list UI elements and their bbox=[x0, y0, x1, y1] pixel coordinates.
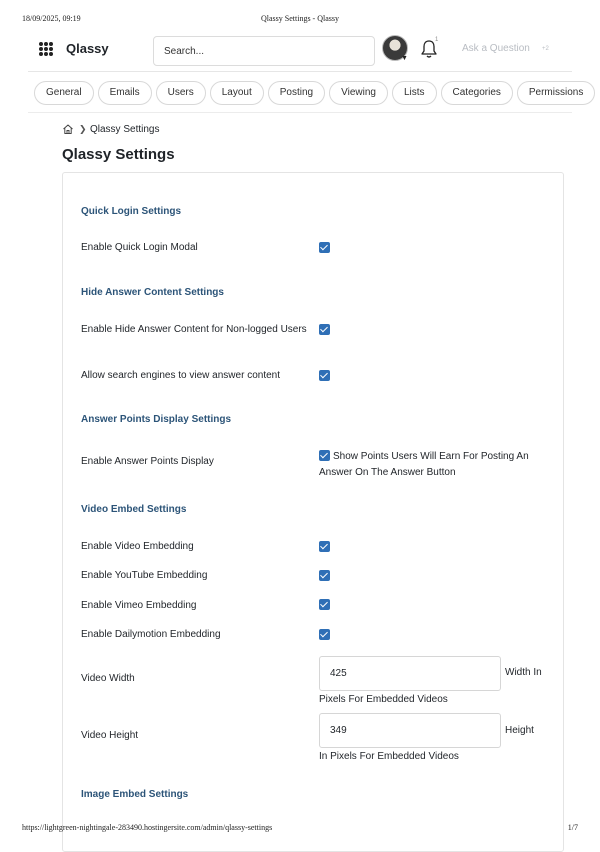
allow-search-label: Allow search engines to view answer content bbox=[81, 370, 280, 381]
section-video-embed-heading: Video Embed Settings bbox=[81, 504, 187, 515]
section-hide-answer-heading: Hide Answer Content Settings bbox=[81, 287, 224, 298]
ask-extra-badge: +2 bbox=[542, 46, 549, 52]
section-answer-points-heading: Answer Points Display Settings bbox=[81, 414, 232, 425]
page-title: Qlassy Settings bbox=[62, 146, 175, 163]
video-width-unit: Width In bbox=[505, 667, 542, 678]
video-width-label: Video Width bbox=[81, 673, 135, 684]
video-embedding-label: Enable Video Embedding bbox=[81, 541, 194, 552]
hide-answer-checkbox[interactable] bbox=[319, 324, 330, 335]
print-footer bbox=[22, 823, 578, 835]
top-header bbox=[28, 30, 572, 72]
answer-points-label: Enable Answer Points Display bbox=[81, 456, 214, 467]
video-height-help: In Pixels For Embedded Videos bbox=[319, 751, 459, 762]
youtube-embedding-checkbox[interactable] bbox=[319, 570, 330, 581]
youtube-embedding-label: Enable YouTube Embedding bbox=[81, 570, 208, 581]
search-input[interactable] bbox=[153, 36, 375, 66]
vimeo-embedding-label: Enable Vimeo Embedding bbox=[81, 600, 197, 611]
tab-lists[interactable]: Lists bbox=[392, 81, 437, 105]
video-width-input[interactable] bbox=[319, 656, 501, 691]
hide-answer-label: Enable Hide Answer Content for Non-logged Users bbox=[81, 324, 307, 335]
video-width-help: Pixels For Embedded Videos bbox=[319, 694, 448, 705]
dailymotion-embedding-checkbox[interactable] bbox=[319, 629, 330, 640]
tab-categories[interactable]: Categories bbox=[441, 81, 513, 105]
chevron-down-icon[interactable]: ▼ bbox=[401, 55, 408, 62]
tab-users[interactable]: Users bbox=[156, 81, 206, 105]
tabs-divider bbox=[28, 112, 572, 113]
settings-tabs bbox=[34, 81, 584, 107]
video-height-input[interactable] bbox=[319, 713, 501, 748]
video-embedding-checkbox[interactable] bbox=[319, 541, 330, 552]
video-height-unit: Height bbox=[505, 725, 534, 736]
video-height-label: Video Height bbox=[81, 730, 139, 741]
chevron-right-icon: ❯ bbox=[79, 124, 87, 134]
quick-login-modal-label: Enable Quick Login Modal bbox=[81, 242, 198, 253]
print-page-number: 1/7 bbox=[567, 823, 578, 832]
apps-grid-icon[interactable] bbox=[39, 42, 53, 56]
tab-posting[interactable]: Posting bbox=[268, 81, 325, 105]
dailymotion-embedding-label: Enable Dailymotion Embedding bbox=[81, 629, 221, 640]
tab-viewing[interactable]: Viewing bbox=[329, 81, 388, 105]
settings-card bbox=[62, 172, 564, 852]
notification-count: 1 bbox=[435, 37, 439, 43]
section-image-embed-heading: Image Embed Settings bbox=[81, 789, 189, 800]
print-datetime: 18/09/2025, 09:19 bbox=[22, 14, 81, 23]
answer-points-note: Show Points Users Will Earn For Posting An Answer On The Answer Button bbox=[319, 451, 529, 478]
tab-general[interactable]: General bbox=[34, 81, 94, 105]
section-quick-login-heading: Quick Login Settings bbox=[81, 206, 182, 217]
brand-logo[interactable]: Qlassy bbox=[66, 41, 109, 56]
allow-search-checkbox[interactable] bbox=[319, 370, 330, 381]
print-url: https://lightgreen-nightingale-283490.hostingersite.com/admin/qlassy-settings bbox=[22, 823, 273, 832]
breadcrumb-current: Qlassy Settings bbox=[90, 124, 160, 135]
tab-layout[interactable]: Layout bbox=[210, 81, 264, 105]
print-title: Qlassy Settings - Qlassy bbox=[261, 14, 339, 23]
tab-permissions[interactable]: Permissions bbox=[517, 81, 595, 105]
tab-emails[interactable]: Emails bbox=[98, 81, 152, 105]
quick-login-modal-checkbox[interactable] bbox=[319, 242, 330, 253]
home-icon[interactable] bbox=[62, 123, 74, 135]
ask-question-button[interactable]: Ask a Question bbox=[462, 43, 530, 54]
vimeo-embedding-checkbox[interactable] bbox=[319, 599, 330, 610]
print-header bbox=[22, 14, 578, 26]
